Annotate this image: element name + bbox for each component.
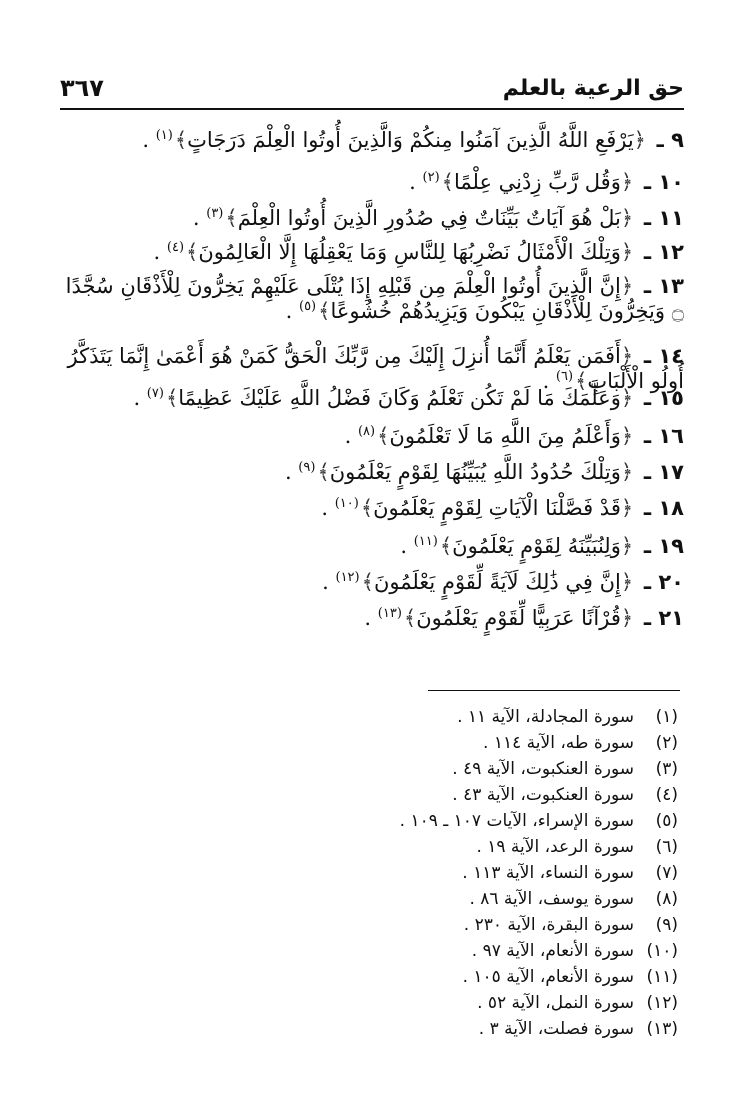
footnote-text: سورة الإسراء، الآيات ١٠٧ ـ ١٠٩ . bbox=[399, 811, 634, 831]
verse-text: وَتِلْكَ حُدُودُ اللَّهِ يُبَيِّنُهَا لِقَوْمٍ يَعْلَمُونَ bbox=[329, 460, 621, 484]
footnote-text: سورة طه، الآية ١١٤ . bbox=[483, 733, 634, 753]
verse-number: ٩ ـ bbox=[656, 128, 684, 152]
footnote-number: (٧) bbox=[655, 863, 678, 883]
verse-text: قُرْآنًا عَرَبِيًّا لِّقَوْمٍ يَعْلَمُونَ bbox=[416, 606, 621, 630]
verse-number: ١٣ ـ bbox=[643, 274, 684, 298]
footnote-number: (٥) bbox=[655, 811, 678, 831]
footnote-ref: (١٢) bbox=[335, 570, 360, 585]
footnote-item bbox=[248, 912, 678, 938]
footnote-text: سورة النمل، الآية ٥٢ . bbox=[477, 993, 634, 1013]
verse-text: قَدْ فَصَّلْنَا الْآيَاتِ لِقَوْمٍ يَعْلَمُونَ bbox=[373, 496, 621, 520]
footnote-item bbox=[248, 730, 678, 756]
verse-number: ١٠ ـ bbox=[643, 170, 684, 194]
verse-end: . bbox=[153, 240, 167, 264]
open-bracket-icon: ﴿ bbox=[620, 534, 634, 558]
open-bracket-icon: ﴿ bbox=[620, 460, 634, 484]
verse-item bbox=[48, 570, 684, 595]
footnote-text: سورة فصلت، الآية ٣ . bbox=[478, 1019, 634, 1039]
verse-end: . bbox=[142, 128, 156, 152]
open-bracket-icon: ﴿ bbox=[620, 424, 634, 448]
verse-number: ١٩ ـ bbox=[643, 534, 684, 558]
footnote-ref: (١٣) bbox=[377, 606, 402, 621]
verse-item bbox=[48, 386, 684, 411]
footnote-text: سورة الرعد، الآية ١٩ . bbox=[476, 837, 634, 857]
open-bracket-icon: ﴿ bbox=[620, 240, 634, 264]
footnote-ref: (٩) bbox=[298, 460, 316, 475]
footnote-item bbox=[248, 834, 678, 860]
footnote-ref: (٤) bbox=[166, 240, 185, 255]
footnote-ref: (٢) bbox=[422, 170, 440, 185]
open-bracket-icon: ﴿ bbox=[620, 570, 634, 594]
footnote-number: (٨) bbox=[655, 889, 678, 909]
verse-number: ١٦ ـ bbox=[643, 424, 684, 448]
footnote-item bbox=[248, 938, 678, 964]
footnote-number: (٦) bbox=[655, 837, 678, 857]
footnote-number: (٤) bbox=[655, 785, 678, 805]
footnote-item bbox=[248, 1016, 678, 1042]
close-bracket-icon: ﴾ bbox=[360, 496, 374, 520]
close-bracket-icon: ﴾ bbox=[403, 606, 417, 630]
verse-text: وَعَلَّمَكَ مَا لَمْ تَكُن تَعْلَمُ وَكَانَ فَضْلُ اللَّهِ عَلَيْكَ عَظِيمًا bbox=[178, 386, 621, 410]
close-bracket-icon: ﴾ bbox=[225, 206, 238, 230]
footnote-ref: (٨) bbox=[357, 424, 376, 439]
verse-end: . bbox=[364, 606, 378, 630]
close-bracket-icon: ﴾ bbox=[441, 170, 454, 194]
footnote-number: (١٠) bbox=[646, 941, 678, 961]
verse-end: . bbox=[400, 534, 414, 558]
verse-number: ١٨ ـ bbox=[643, 496, 684, 520]
footnote-item bbox=[248, 964, 678, 990]
footnote-item bbox=[248, 990, 678, 1016]
open-bracket-icon: ﴿ bbox=[620, 274, 634, 298]
verse-end: . bbox=[133, 386, 147, 410]
close-bracket-icon: ﴾ bbox=[317, 460, 330, 484]
footnote-number: (٢) bbox=[655, 733, 678, 753]
footnote-number: (١١) bbox=[646, 967, 678, 987]
verse-end: . bbox=[192, 206, 207, 230]
footnote-ref: (٦) bbox=[555, 369, 574, 385]
verse-number: ٢١ ـ bbox=[643, 606, 684, 630]
close-bracket-icon: ﴾ bbox=[575, 369, 588, 394]
open-bracket-icon: ﴿ bbox=[620, 386, 634, 410]
verse-item bbox=[48, 240, 684, 265]
footnote-ref: (٣) bbox=[206, 206, 224, 221]
close-bracket-icon: ﴾ bbox=[318, 299, 331, 324]
close-bracket-icon: ﴾ bbox=[377, 424, 390, 448]
verse-number: ١٧ ـ bbox=[643, 460, 684, 484]
footnote-number: (١) bbox=[655, 707, 678, 727]
open-bracket-icon: ﴿ bbox=[620, 170, 634, 194]
close-bracket-icon: ﴾ bbox=[165, 386, 179, 410]
footnote-item bbox=[248, 704, 678, 730]
verse-text: وَأَعْلَمُ مِنَ اللَّهِ مَا لَا تَعْلَمُونَ bbox=[389, 424, 621, 448]
open-bracket-icon: ﴿ bbox=[620, 606, 634, 630]
open-bracket-icon: ﴿ bbox=[620, 206, 634, 230]
verse-number: ١٢ ـ bbox=[643, 240, 684, 264]
verse-end: . bbox=[344, 424, 358, 448]
verse-end: . bbox=[321, 496, 335, 520]
close-bracket-icon: ﴾ bbox=[186, 240, 199, 264]
open-bracket-icon: ﴿ bbox=[620, 344, 634, 368]
page-header bbox=[60, 72, 684, 110]
footnote-list bbox=[248, 704, 678, 1042]
verse-end: . bbox=[542, 369, 556, 394]
verse-item bbox=[48, 170, 684, 195]
verse-item bbox=[48, 206, 684, 231]
close-bracket-icon: ﴾ bbox=[439, 534, 453, 558]
footnote-text: سورة الأنعام، الآية ١٠٥ . bbox=[462, 967, 634, 987]
footnote-ref: (١) bbox=[155, 128, 173, 143]
verse-end: . bbox=[284, 460, 299, 484]
footnote-item bbox=[248, 782, 678, 808]
footnote-number: (٣) bbox=[655, 759, 678, 779]
footnote-item bbox=[248, 756, 678, 782]
footnote-number: (١٣) bbox=[646, 1019, 678, 1039]
footnote-item bbox=[248, 808, 678, 834]
footnote-ref: (١٠) bbox=[334, 496, 359, 511]
verse-number: ١١ ـ bbox=[643, 206, 684, 230]
verse-text: أَفَمَن يَعْلَمُ أَنَّمَا أُنزِلَ إِلَيْكَ مِن رَّبِّكَ الْحَقُّ كَمَنْ هُوَ أَعْمَىٰ إِنَّمَا يَتَذَكَّرُ أُولُو الْأَلْبَابِ bbox=[67, 344, 684, 394]
footnote-item bbox=[248, 886, 678, 912]
footnote-ref: (٧) bbox=[146, 386, 164, 401]
footnote-text: سورة يوسف، الآية ٨٦ . bbox=[469, 889, 634, 909]
open-bracket-icon: ﴿ bbox=[633, 128, 646, 152]
verse-text: وَقُل رَّبِّ زِدْنِي عِلْمًا bbox=[453, 170, 621, 194]
verse-text: يَرْفَعِ اللَّهُ الَّذِينَ آمَنُوا مِنكُمْ وَالَّذِينَ أُوتُوا الْعِلْمَ دَرَجَاتٍ bbox=[187, 128, 634, 152]
footnote-number: (٩) bbox=[655, 915, 678, 935]
verse-number: ٢٠ ـ bbox=[643, 570, 684, 594]
verse-number: ١٥ ـ bbox=[643, 386, 684, 410]
verse-end: . bbox=[285, 299, 299, 324]
footnote-ref: (١١) bbox=[413, 534, 438, 549]
footnote-text: سورة الأنعام، الآية ٩٧ . bbox=[471, 941, 634, 961]
verse-item bbox=[48, 606, 684, 631]
verse-number: ١٤ ـ bbox=[643, 344, 684, 368]
close-bracket-icon: ﴾ bbox=[361, 570, 374, 594]
footnote-text: سورة العنكبوت، الآية ٤٩ . bbox=[452, 759, 634, 779]
verse-end: . bbox=[409, 170, 423, 194]
verse-end: . bbox=[322, 570, 336, 594]
verse-item bbox=[48, 534, 684, 559]
verse-item bbox=[48, 128, 684, 153]
verse-item bbox=[48, 460, 684, 485]
verse-item bbox=[48, 496, 684, 521]
footnote-text: سورة المجادلة، الآية ١١ . bbox=[457, 707, 634, 727]
footnote-separator bbox=[428, 690, 680, 691]
verse-item bbox=[48, 274, 684, 324]
verse-text: إِنَّ الَّذِينَ أُوتُوا الْعِلْمَ مِن قَبْلِهِ إِذَا يُتْلَى عَلَيْهِمْ يَخِرُّونَ لِلْأَذْقَانِ سُجَّدًا ۝ وَيَخِرُّونَ لِلْأَذْقَانِ يَبْكُونَ وَيَزِيدُهُمْ خُشُوعًا bbox=[65, 274, 684, 324]
footnote-number: (١٢) bbox=[646, 993, 678, 1013]
footnote-text: سورة النساء، الآية ١١٣ . bbox=[462, 863, 634, 883]
close-bracket-icon: ﴾ bbox=[174, 128, 188, 152]
running-title: حق الرعية بالعلم bbox=[502, 76, 684, 101]
verse-text: وَتِلْكَ الْأَمْثَالُ نَضْرِبُهَا لِلنَّاسِ وَمَا يَعْقِلُهَا إِلَّا الْعَالِمُونَ bbox=[198, 240, 621, 264]
footnote-item bbox=[248, 860, 678, 886]
footnote-text: سورة البقرة، الآية ٢٣٠ . bbox=[463, 915, 634, 935]
verse-text: إِنَّ فِي ذَٰلِكَ لَآيَةً لِّقَوْمٍ يَعْلَمُونَ bbox=[373, 570, 621, 594]
verse-text: بَلْ هُوَ آيَاتٌ بَيِّنَاتٌ فِي صُدُورِ الَّذِينَ أُوتُوا الْعِلْمَ bbox=[237, 206, 621, 230]
page-number: ٣٦٧ bbox=[60, 74, 104, 102]
footnote-ref: (٥) bbox=[298, 299, 317, 315]
verse-text: وَلِنُبَيِّنَهُ لِقَوْمٍ يَعْلَمُونَ bbox=[452, 534, 621, 558]
footnote-text: سورة العنكبوت، الآية ٤٣ . bbox=[452, 785, 634, 805]
open-bracket-icon: ﴿ bbox=[620, 496, 634, 520]
verse-item bbox=[48, 424, 684, 449]
